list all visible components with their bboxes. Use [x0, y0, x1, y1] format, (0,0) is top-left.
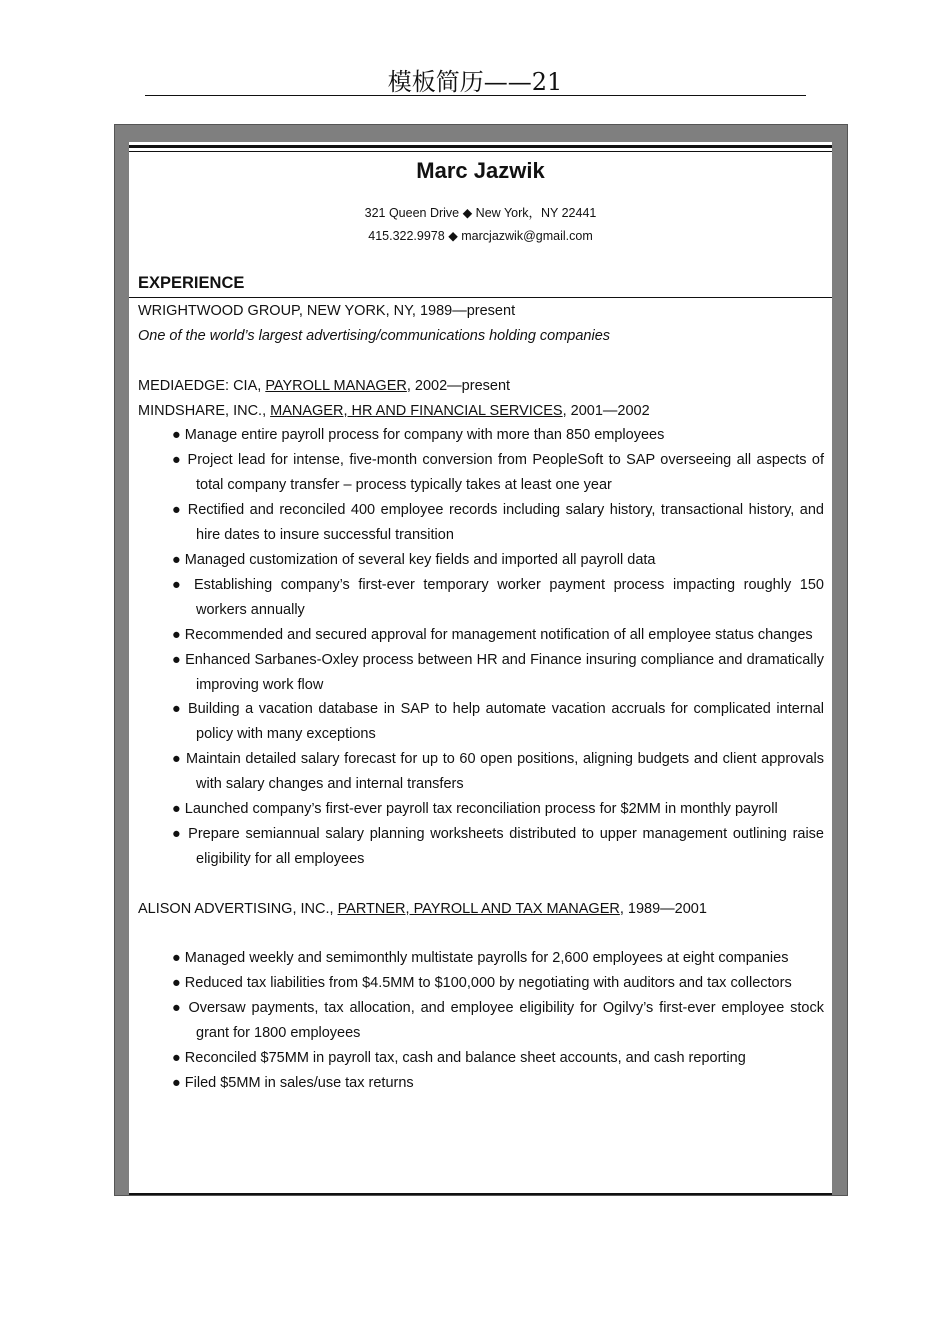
bullet-item: ● Prepare semiannual salary planning worksheets distributed to upper management outlining raise eligibility for all employees [172, 825, 824, 867]
job-title: PAYROLL MANAGER [265, 377, 407, 394]
title-underline [145, 95, 806, 96]
spacer [138, 349, 824, 374]
bottom-rule [129, 1193, 832, 1195]
bullet-item: ● Enhanced Sarbanes-Oxley process between HR and Finance insuring compliance and dramatically improving work flow [172, 651, 824, 693]
bullet-item: ● Maintain detailed salary forecast for up to 60 open positions, aligning budgets and client approvals with salary changes and internal transfers [172, 751, 824, 793]
bullet-item: ● Project lead for intense, five-month conversion from PeopleSoft to SAP overseeing all aspects of total company transfer – process typically takes at least one year [172, 452, 824, 494]
job-line-mindshare [138, 399, 824, 424]
job-title: PARTNER, PAYROLL AND TAX MANAGER [337, 900, 620, 917]
bullet-item: ● Reconciled $75MM in payroll tax, cash and balance sheet accounts, and cash reporting [172, 1050, 746, 1067]
job-employer: MINDSHARE, INC., [138, 402, 271, 419]
resume-sheet [129, 142, 832, 1195]
spacer [138, 872, 824, 897]
top-thick-rule [129, 145, 832, 148]
candidate-name: Marc Jazwik [416, 158, 545, 183]
contact-address: 321 Queen Drive ◆ New York，NY 22441 [364, 206, 597, 220]
top-thin-rule [129, 151, 832, 152]
bullet-list-1 [138, 423, 824, 871]
job-dates: , 2002—present [406, 377, 511, 394]
bullet-item: ● Filed $5MM in sales/use tax returns [172, 1074, 414, 1091]
company-heading: WRIGHTWOOD GROUP, NEW YORK, NY, 1989—present [138, 303, 516, 319]
job-dates: , 1989—2001 [619, 900, 707, 917]
section-title-experience: EXPERIENCE [138, 274, 245, 292]
company-description: One of the world’s largest advertising/communications holding companies [138, 327, 611, 344]
job-line-alison [138, 897, 824, 922]
section-divider [129, 297, 832, 298]
job-dates: , 2001—2002 [562, 402, 650, 419]
experience-content [138, 299, 824, 1096]
spacer [138, 922, 824, 947]
bullet-item: ● Rectified and reconciled 400 employee records including salary history, transactional history, and hire dates to insure successful transition [172, 502, 824, 544]
bullet-item: ● Managed weekly and semimonthly multistate payrolls for 2,600 employees at eight companies [172, 950, 789, 967]
bullet-item: ● Recommended and secured approval for management notification of all employee status changes [172, 626, 813, 643]
contact-phone-email: 415.322.9978 ◆ marcjazwik@gmail.com [368, 229, 593, 243]
job-title: MANAGER, HR AND FINANCIAL SERVICES [270, 402, 563, 419]
bullet-item: ● Building a vacation database in SAP to help automate vacation accruals for complicated internal policy with many exceptions [172, 701, 824, 743]
bullet-item: ● Manage entire payroll process for company with more than 850 employees [172, 427, 665, 444]
job-employer: MEDIAEDGE: CIA, [138, 377, 266, 394]
job-line-mediaedge [138, 374, 824, 399]
bullet-list-2 [138, 946, 824, 1095]
bullet-item: ● Managed customization of several key fields and imported all payroll data [172, 551, 656, 568]
job-employer: ALISON ADVERTISING, INC., [138, 900, 338, 917]
bullet-item: ● Oversaw payments, tax allocation, and employee eligibility for Ogilvy’s first-ever employee stock grant for 1800 employees [172, 1000, 824, 1042]
bullet-item: ● Launched company’s first-ever payroll tax reconciliation process for $2MM in monthly payroll [172, 801, 778, 818]
bullet-item: ● Establishing company’s first-ever temporary worker payment process impacting roughly 150 workers annually [172, 576, 824, 618]
bullet-item: ● Reduced tax liabilities from $4.5MM to $100,000 by negotiating with auditors and tax collectors [172, 975, 792, 992]
document-title: 模板简历——21 [387, 68, 563, 96]
